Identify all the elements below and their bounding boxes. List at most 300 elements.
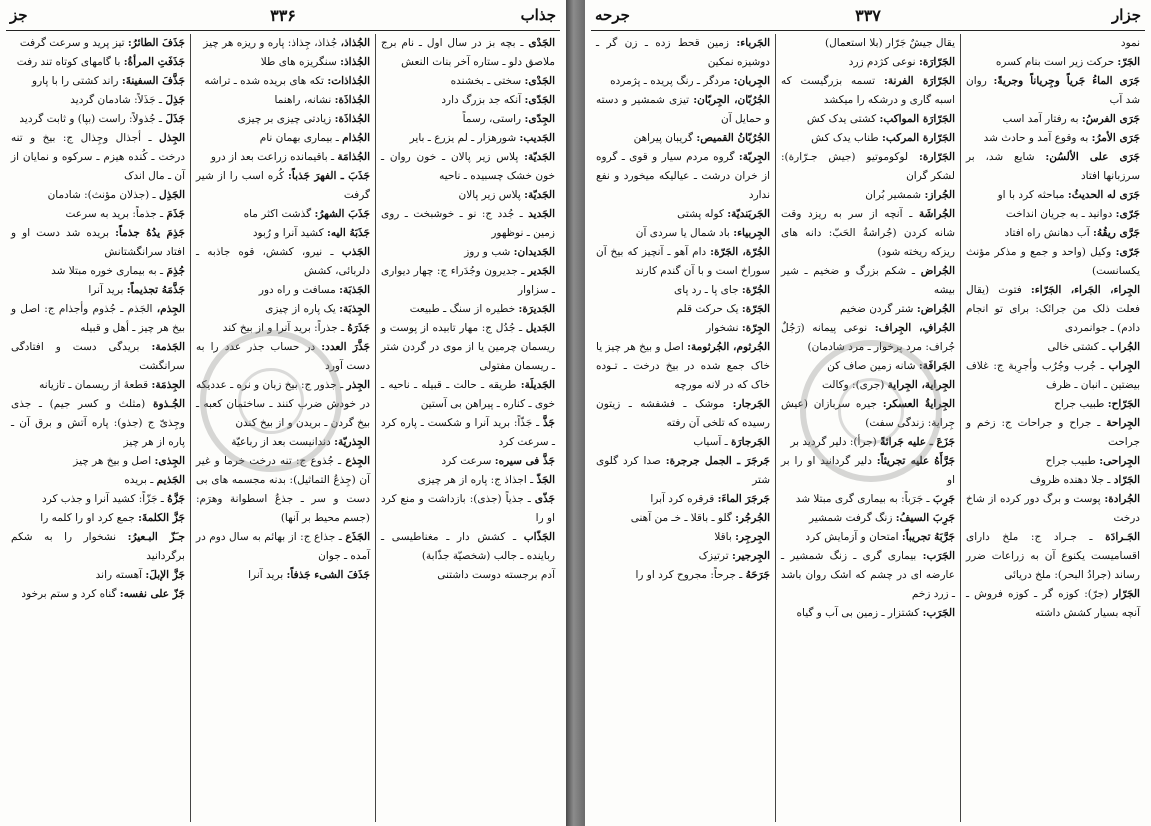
entry-definition: سختی ـ بخشنده (450, 75, 522, 87)
entry-definition: مردگر ـ رنگ پریده ـ پژمرده (610, 75, 731, 87)
entry-definition: بریدگی دست و افتادگی سرانگشت (11, 341, 185, 372)
dictionary-entry (596, 452, 770, 490)
entry-definition: طناب یدک کش (811, 132, 879, 144)
entry-headword: الجُراز: (924, 189, 955, 201)
entry-definition: پوست و برگ دور کرده از شاخ درخت (966, 493, 1140, 524)
entry-definition: ـ جذیاً (جذی): بازداشت و منع کرد او را (381, 493, 555, 524)
entry-headword: جَرجَرَ ـ الجمل جرجرة: (665, 455, 770, 467)
dictionary-entry (596, 547, 770, 566)
dictionary-entry (596, 300, 770, 319)
entry-definition: (جرّ): کوزه گر ـ کوزه فروش ـ آنچه بسیار کشش داشته (966, 588, 1140, 619)
dictionary-entry (11, 528, 185, 566)
entry-headword: الجِذبَة: (339, 303, 370, 315)
dictionary-entry (11, 34, 185, 53)
entry-headword: جَذِمَ یدُهُ جذماً: (115, 227, 186, 239)
entry-headword: الجِراء، الجَراء، الجَرّاء: (1030, 284, 1140, 296)
dictionary-entry (781, 53, 955, 72)
entry-headword: جَرَی علی الألسُن: (1045, 151, 1140, 163)
entry-headword: الجِذی: (154, 455, 185, 467)
entry-definition: آب دهانش راه افتاد (1004, 227, 1090, 239)
dictionary-entry (966, 414, 1140, 452)
dictionary-entry (381, 186, 555, 205)
entry-definition: طبیب جراح (1045, 455, 1096, 467)
entry-headword: الجُرّة، الجَرّة: (710, 246, 770, 258)
entry-headword: جَذَفَتِ المرأةُ: (123, 56, 185, 68)
entry-headword: الجِذل (158, 132, 185, 144)
dictionary-entry (966, 129, 1140, 148)
entry-headword: الجُراب (1108, 341, 1140, 353)
entry-headword: الجِربّة: (738, 151, 770, 163)
dictionary-entry (11, 72, 185, 91)
entry-headword: الجِرایة، الجِرایة (887, 379, 955, 391)
dictionary-entry (781, 376, 955, 395)
dictionary-entry (781, 509, 955, 528)
entry-headword: الجَدیرَة: (518, 303, 555, 315)
dictionary-entry (381, 34, 555, 72)
right-column-1 (961, 34, 1145, 822)
dictionary-entry (966, 490, 1140, 528)
entry-definition: ـ جذراً: برید آنرا و از بیخ کند (222, 322, 345, 334)
dictionary-entry (596, 319, 770, 338)
dictionary-entry (966, 338, 1140, 357)
entry-headword: الجَدیب: (519, 132, 555, 144)
dictionary-entry (966, 243, 1140, 281)
entry-headword: الجَذّ (536, 474, 555, 486)
dictionary-entry (966, 72, 1140, 110)
entry-definition: یک حرکت قلم (676, 303, 739, 315)
entry-definition: ـ شکم بزرگ و ضخیم ـ شیر بیشه (781, 265, 955, 296)
entry-definition: نشخوار (706, 322, 739, 334)
entry-headword: الجَرجارَة (731, 436, 770, 448)
entry-definition: بیماری گری ـ زنگ شمشیر ـ عارضه ای در چشم که اشک روان باشد ـ زرد زخم (781, 550, 955, 600)
dictionary-entry (381, 243, 555, 262)
entry-headword: الجَرّ: (1117, 56, 1140, 68)
entry-definition: تکه های بریده شده ـ تراشه (204, 75, 324, 87)
entry-headword: الجِراب (1108, 360, 1141, 372)
entry-headword: جَرَّی ریقُهُ: (1093, 227, 1140, 239)
entry-definition: باقلا (714, 531, 732, 543)
entry-headword: جَزَّ الکلمةَ: (138, 512, 185, 524)
entry-headword: الجِربیاء: (733, 227, 770, 239)
entry-definition: شمشیر بُران (865, 189, 922, 201)
entry-headword: الجِرجیر: (731, 550, 770, 562)
entry-definition: دلیر گردانید او را بر او (781, 455, 955, 486)
dictionary-entry (781, 490, 955, 509)
left-page-columns (6, 34, 560, 822)
entry-definition: ـ جرحاً: مجروح کرد او را (635, 569, 743, 581)
dictionary-entry (11, 224, 185, 262)
book-gutter (566, 0, 585, 826)
dictionary-entry (966, 281, 1140, 338)
entry-definition: موشک ـ فشفشه ـ زیتون رسیده که تلخی آن رفته (596, 398, 770, 429)
dictionary-entry (966, 186, 1140, 205)
entry-definition: ـ جذور ج: بیخ زبان و نره ـ عددیکه در خودش ضرب کنند ـ ساختمان کعبه ـ بیخ گردن ـ بریدن و از بیخ کندن (195, 379, 370, 429)
entry-headword: الجَدیّة: (524, 189, 555, 201)
entry-headword: جَذَبَهُ الیه: (327, 227, 370, 239)
entry-definition: روان شد آب (966, 75, 1140, 106)
entry-definition: برید آنرا (248, 569, 284, 581)
entry-headword: الجَذبَة: (339, 284, 370, 296)
dictionary-entry (196, 110, 370, 129)
entry-definition: جیره سربازان (عیش جِرایة: زندگی سفت) (781, 398, 955, 429)
dictionary-entry (11, 376, 185, 395)
entry-headword: الجَرّار (1113, 588, 1140, 600)
entry-definition: ـ جُدُل ج: مهار تابیده از پوست و ریسمان چرمین یا از موی در گردن شتر ـ ریسمان مفتولی (381, 322, 555, 372)
dictionary-entry (381, 262, 555, 300)
entry-definition: نوعی پیمانه (رَجُلٌ جُراف: مرد پرخوار ـ مرد شادمان) (781, 322, 955, 353)
entry-definition: زیادتی چیزی بر چیزی (237, 113, 332, 125)
entry-headword: الجُراض (920, 265, 955, 277)
right-page (585, 0, 1151, 826)
entry-definition: شورهزار ـ لم یزرع ـ بایر (409, 132, 517, 144)
dictionary-entry (781, 357, 955, 376)
dictionary-entry (966, 34, 1140, 53)
dictionary-entry (596, 490, 770, 509)
dictionary-entry (196, 53, 370, 72)
entry-definition: بریده شد دست او و افتاد سرانگشتانش (11, 227, 185, 258)
entry-definition: باد شمال یا سردی آن (635, 227, 730, 239)
dictionary-entry (966, 224, 1140, 243)
right-header-right-word: جزار (1112, 6, 1141, 24)
entry-definition: کشتی یدک کش (806, 113, 877, 125)
entry-definition: نشخوار را به شکم برگردانید (11, 531, 185, 562)
dictionary-entry (196, 376, 370, 433)
entry-headword: الجِذریّة: (334, 436, 370, 448)
entry-headword: الجَذَع (345, 531, 370, 543)
entry-headword: الجَذّاب (523, 531, 555, 543)
dictionary-entry (11, 471, 185, 490)
dictionary-entry (11, 91, 185, 110)
entry-headword: الجَرّارَة المواکب: (879, 113, 955, 125)
entry-definition: ـ جُرب وجُرُب وأجرِبة ج: غلاف بیضتین ـ انبان ـ ظرف (966, 360, 1140, 391)
entry-headword: الجَرّاح: (1107, 398, 1140, 410)
entry-definition: تیزی شمشیر و دسته و حمایل آن (596, 94, 770, 125)
dictionary-entry (781, 395, 955, 433)
entry-headword: الجَرباء: (736, 37, 770, 49)
entry-definition: اصل و بیخ هر چیز (73, 455, 152, 467)
entry-headword: الجَرّارَة الفرنة: (883, 75, 955, 87)
left-page-header (10, 6, 556, 28)
entry-headword: جَذَّفَ السفینةَ: (121, 75, 185, 87)
dictionary-entry (966, 148, 1140, 186)
entry-definition: ـ آسیاب (693, 436, 728, 448)
left-column-2 (191, 34, 376, 822)
right-header-rule (591, 30, 1145, 31)
entry-headword: الجَربَندیّة: (727, 208, 770, 220)
right-column-3 (591, 34, 776, 822)
dictionary-entry (966, 395, 1140, 414)
entry-headword: الجُذاذَة: (334, 113, 370, 125)
entry-headword: الجَذب (341, 246, 370, 258)
entry-definition: ترتیزک (698, 550, 729, 562)
entry-definition: مباحثه کرد با او (997, 189, 1065, 201)
entry-headword: جَذَمَ (166, 208, 185, 220)
dictionary-entry (381, 300, 555, 319)
entry-definition: ـ کشش دار ـ مغناطیسی ـ رباینده ـ جالب (شخصیّة جذّابة) (381, 531, 555, 562)
entry-definition: راستی، رسماً (462, 113, 522, 125)
dictionary-entry (381, 205, 555, 243)
entry-definition: شانه زمین صاف کن (827, 360, 916, 372)
entry-headword: جَذَّ فی سیره: (494, 455, 555, 467)
entry-headword: الجُذاذ: (340, 56, 370, 68)
entry-headword: الجَرجار: (732, 398, 770, 410)
entry-headword: جَرّی: (1115, 246, 1140, 258)
entry-definition: قرقره کرد آبرا (650, 493, 715, 505)
entry-definition: مسافت و راه دور (258, 284, 336, 296)
dictionary-entry (196, 167, 370, 205)
entry-headword: الجَرَب: (922, 607, 955, 619)
entry-definition: خطیره از سنگ ـ طبیعت (409, 303, 516, 315)
entry-definition: دوانید ـ به جریان انداخت (1005, 208, 1113, 220)
dictionary-entry (196, 91, 370, 110)
dictionary-entry (196, 528, 370, 566)
entry-definition: شتر گردن ضخیم (840, 303, 914, 315)
entry-definition: ـ نیرو، کشش، قوه جاذبه ـ دلربائی، کشش (196, 246, 370, 277)
entry-headword: جَرجَرَ الماءَ: (717, 493, 770, 505)
dictionary-entry (11, 395, 185, 452)
dictionary-entry (781, 205, 955, 262)
entry-headword: الجُرُبّان، الجِربّان: (693, 94, 771, 106)
entry-headword: جَرِبَ السیفُ: (895, 512, 955, 524)
dictionary-entry (196, 452, 370, 528)
entry-definition: شب و روز (464, 246, 511, 258)
dictionary-entry (196, 338, 370, 376)
entry-definition: لوکوموتیو (جیش جـرّارة): لشکر گران (781, 151, 955, 182)
right-page-header (595, 6, 1141, 28)
entry-headword: الجَدْی: (524, 75, 555, 87)
entry-headword: الجَذمة: (151, 341, 186, 353)
entry-headword: الجَرّارة: (918, 151, 955, 163)
dictionary-entry (596, 509, 770, 528)
dictionary-entry (11, 509, 185, 528)
dictionary-entry (11, 338, 185, 376)
entry-definition: با گامهای کوتاه تند رفت (16, 56, 121, 68)
entry-headword: جَذِلَ (165, 94, 185, 106)
entry-headword: الجُـذوة (152, 398, 185, 410)
entry-headword: الجَرافَة: (918, 360, 955, 372)
dictionary-entry (781, 528, 955, 547)
entry-headword: جَرَی له الحدیثُ: (1067, 189, 1140, 201)
entry-definition: راند کشتی را با پارو (32, 75, 119, 87)
dictionary-entry (781, 72, 955, 110)
entry-headword: جَذّی (534, 493, 555, 505)
entry-definition: شایع شد، بر سرزبانها افتاد (966, 151, 1140, 182)
left-column-1 (376, 34, 560, 822)
dictionary-entry (596, 205, 770, 224)
dictionary-entry (596, 528, 770, 547)
dictionary-entry (596, 224, 770, 243)
entry-headword: الجِذمَة: (151, 379, 185, 391)
entry-headword: الجَدیلَة: (520, 379, 555, 391)
entry-headword: جَذَلَ (165, 113, 185, 125)
entry-definition: در حساب جذر عدد را به دست آورد (196, 341, 370, 372)
entry-headword: الجَرّارَة: (918, 56, 955, 68)
entry-headword: الجِذع (345, 455, 370, 467)
dictionary-entry (781, 186, 955, 205)
entry-definition: ـ بیماری بهمان نام (259, 132, 339, 144)
entry-definition: پلاس زیر پالان (458, 189, 521, 201)
entry-headword: الجَرّة: (741, 303, 770, 315)
entry-headword: الجَدیل (525, 322, 555, 334)
entry-headword: الجَذِل (158, 189, 185, 201)
dictionary-entry (781, 34, 955, 53)
entry-definition: طریقه ـ حالت ـ قبیله ـ ناحیه ـ خوی ـ کناره ـ پیراهن بی آستین (381, 379, 555, 410)
entry-headword: جَرَی الماءُ جَریاً وجِریاناً وجریةً: (993, 75, 1140, 87)
entry-headword: جَذَّ (542, 417, 555, 429)
dictionary-entry (196, 224, 370, 243)
dictionary-entry (381, 319, 555, 376)
dictionary-entry (11, 300, 185, 338)
entry-definition: جای پا ـ رد پای (674, 284, 739, 296)
entry-headword: جَزَّ الإبلَ: (145, 569, 185, 581)
dictionary-entry (596, 566, 770, 585)
entry-definition: ـ جلا دهنده ظروف (1030, 474, 1111, 486)
entry-headword: الجِراحی: (1099, 455, 1140, 467)
dictionary-entry (196, 281, 370, 300)
entry-definition: تسمه بزرگیست که اسبه گاری و درشکه را میکشد (781, 75, 955, 106)
entry-definition: به وقوع آمد و حادث شد (983, 132, 1089, 144)
dictionary-entry (381, 148, 555, 186)
dictionary-entry (781, 433, 955, 452)
entry-headword: جَرَی الفرسُ: (1081, 113, 1140, 125)
entry-headword: جَزّ علی نفسه: (119, 588, 185, 600)
entry-definition: وکیل (واحد و جمع و مذکر مؤنث یکسانست) (966, 246, 1140, 277)
dictionary-entry (196, 566, 370, 585)
entry-definition: ـ جُذولاً: راست (بپا) و ثابت گردید (19, 113, 163, 125)
entry-definition: آهسته راند (95, 569, 143, 581)
dictionary-entry (781, 129, 955, 148)
entry-headword: جَرَی الأمرُ: (1091, 132, 1140, 144)
dictionary-entry (11, 186, 185, 205)
entry-definition: آدم برجسته دوست داشتنی (437, 569, 555, 581)
entry-definition: اصل و بیخ هر چیز یا خاک جمع شده در بیخ درخت ـ تـوده خاک که در لانه مورچه (596, 341, 770, 391)
entry-headword: جُذِمَ (166, 265, 185, 277)
entry-definition: جُذاذ، جِذاذ: پاره و ریزه هر چیز (203, 37, 338, 49)
entry-definition: (جری): وکالت (821, 379, 885, 391)
entry-headword: الجُراض: (916, 303, 955, 315)
dictionary-entry (781, 300, 955, 319)
entry-definition: ـ اجذاذ ج: پاره از هر چیزی (417, 474, 534, 486)
entry-headword: جَذَرَهُ (347, 322, 370, 334)
entry-headword: الجَرّاد (1113, 474, 1140, 486)
dictionary-entry (196, 148, 370, 167)
entry-headword: الجِذم، (156, 303, 185, 315)
entry-definition: گناه کرد و ستم برخود (21, 588, 117, 600)
dictionary-entry (381, 110, 555, 129)
entry-headword: جَرَحَهُ (745, 569, 770, 581)
left-header-right-word: جذاب (520, 6, 556, 24)
right-column-2 (776, 34, 961, 822)
dictionary-entry (381, 471, 555, 490)
entry-definition: گروه مردم سیار و قوی ـ گروه از خران درشت ـ عیالیکه میخورد و نفع ندارد (596, 151, 770, 201)
entry-definition: ـ جُدد ج: نو ـ خوشبخت ـ روی زمین ـ نوظهور (381, 208, 555, 239)
entry-headword: جَذَفَ الشیء جَذفاً: (286, 569, 370, 581)
entry-headword: الجُذامَة (337, 151, 370, 163)
dictionary-entry (596, 129, 770, 148)
entry-definition: ـ باقیمانده زراعت بعد از درو (210, 151, 335, 163)
entry-headword: الجُرُبّانُ القمیص: (696, 132, 770, 144)
entry-definition: کُره اسب را از شیر گرفت (196, 170, 370, 201)
entry-definition: ـ جَزّاً: کشید آنرا و جذب کرد (41, 493, 164, 505)
entry-definition: نوعی کژدم زرد (848, 56, 916, 68)
entry-definition: ـ بریده (124, 474, 154, 486)
entry-definition: دام آهو ـ آنچیز که بیخ آن سوراخ است و با آن گندم کارند (596, 246, 770, 277)
entry-definition: حرکت زیر است بنام کسره (995, 56, 1115, 68)
entry-headword: الجُرجُر: (735, 512, 770, 524)
left-column-3 (6, 34, 191, 822)
entry-definition: فتوت (یقال فعلت ذلک من جرائک: برای تو انجام دادم) ـ جوانمردی (966, 284, 1140, 334)
right-page-number: ۳۳۷ (855, 6, 881, 25)
entry-definition: به رفتار آمد اسب (1002, 113, 1079, 125)
entry-definition: ـ جَذّاً: برید آنرا و شکست ـ پاره کرد ـ سرعت کرد (381, 417, 555, 448)
dictionary-entry (781, 452, 955, 490)
dictionary-entry (596, 72, 770, 91)
entry-headword: جَرَّبَهُ تجریباً: (901, 531, 955, 543)
entry-definition: ـ به بیماری خوره مبتلا شد (51, 265, 164, 277)
entry-definition: ـ جدیرون وجُدَراء ج: چهار دیواری ـ سزاوار (381, 265, 555, 296)
entry-definition: قطعهٔ از ریسمان ـ تازیانه (39, 379, 149, 391)
entry-headword: الجَرَب: (922, 550, 956, 562)
entry-definition: یقال جیشٌ جَرّار (بلا استعمال) (825, 37, 955, 49)
entry-headword: الجُرثوم، الجُرثومة: (687, 341, 770, 353)
dictionary-entry (381, 566, 555, 585)
entry-definition: (جرأ): دلیر گردید بر (790, 436, 877, 448)
entry-definition: ـ جذاع ج: از بهائم به سال دوم در آمده ـ جوان (196, 531, 370, 562)
entry-definition: گلو ـ باقلا ـ خـ من آهنی (630, 512, 732, 524)
dictionary-entry (196, 243, 370, 281)
dictionary-entry (966, 471, 1140, 490)
entry-headword: الجَدیّة: (524, 151, 555, 163)
dictionary-entry (196, 300, 370, 319)
dictionary-entry (596, 338, 770, 395)
entry-headword: الجُرّة: (741, 284, 770, 296)
entry-headword: الجِربان: (733, 75, 770, 87)
entry-definition: سنگریزه های طلا (260, 56, 337, 68)
entry-headword: الجُذاذَة: (334, 94, 370, 106)
entry-headword: الجَـرادَة (1105, 531, 1140, 543)
dictionary-entry (596, 395, 770, 433)
dictionary-entry (381, 414, 555, 452)
entry-headword: الجُراشَة (918, 208, 956, 220)
dictionary-entry (381, 452, 555, 471)
right-page-columns (591, 34, 1145, 822)
entry-definition: کشید آنرا و رُبود (252, 227, 324, 239)
dictionary-entry (11, 585, 185, 604)
dictionary-entry (781, 319, 955, 357)
entry-headword: الجُذام (342, 132, 370, 144)
dictionary-entry (596, 34, 770, 72)
entry-definition: زمین قحط زده ـ زن گر ـ دوشیزه نمکین (596, 37, 770, 68)
dictionary-entry (596, 148, 770, 205)
entry-definition: پلاس زیر پالان ـ خون روان ـ خون خشک چسبیده ـ ناحیه (381, 151, 555, 182)
dictionary-entry (966, 357, 1140, 395)
left-header-rule (6, 30, 560, 31)
entry-definition: ـ جَرَباً: به بیماری گری مبتلا شد (795, 493, 930, 505)
dictionary-entry (966, 528, 1140, 585)
entry-definition: کشتزار ـ زمین بی آب و گیاه (796, 607, 920, 619)
entry-definition: کوله پشتی (677, 208, 724, 220)
entry-headword: الجُرادة: (1104, 493, 1140, 505)
entry-definition: ـ کشتی خالی (1047, 341, 1106, 353)
entry-headword: جَرِبَ (932, 493, 955, 505)
dictionary-entry (381, 129, 555, 148)
entry-headword: الجَدیر (527, 265, 555, 277)
entry-definition: ـ جـراد ج: ملخ دارای اقسامیست یکنوع آن به زراعات ضرر رساند (جرادُ البحر): ملخ دریائی (966, 531, 1140, 581)
entry-definition: ـ بچه بز در سال اول ـ نام برج ملاصق دلو ـ ستاره آخر بنات النعش (381, 37, 555, 68)
entry-headword: الجَرّارة المرکب: (882, 132, 955, 144)
dictionary-entry (381, 528, 555, 566)
entry-headword: الجِذر (346, 379, 370, 391)
